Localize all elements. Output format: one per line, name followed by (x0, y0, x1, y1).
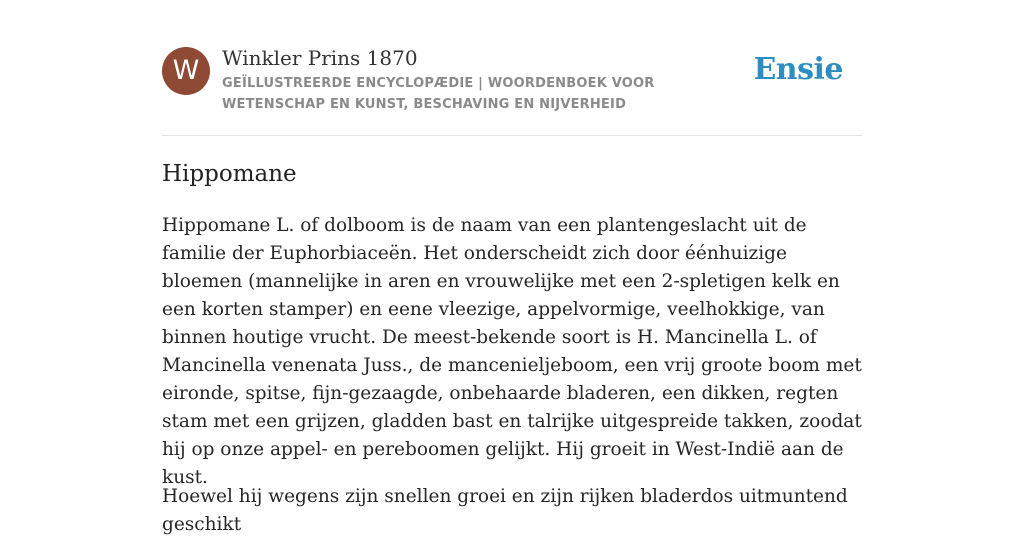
article-title: Hippomane (162, 161, 297, 187)
article-paragraph: Hoewel hij wegens zijn snellen groei en zijn rijken bladerdos uitmuntend geschikt (162, 486, 848, 535)
page-container (162, 0, 862, 535)
ensie-logo[interactable]: Ensie (753, 52, 843, 87)
source-subtitle: GEÏLLUSTREERDE ENCYCLOPÆDIE | WOORDENBOEK VOOR WETENSCHAP EN KUNST, BESCHAVING EN NIJVERHEID (222, 76, 655, 112)
article-paragraph: Hippomane L. of dolboom is de naam van een plantengeslacht uit de familie der Euphorbiaceën. Het onderscheidt zich door éénhuizige bloemen (mannelijke in aren en vrouwelijke met een 2-spletigen kelk en een korten stamper) en eene vleezige, appelvormige, veelhokkige, van binnen houtige vrucht. De meest-bekende soort is H. Mancinella L. of Mancinella venenata Juss., de mancenieljeboom, een vrij groote boom met eironde, spitse, fijn-gezaagde, onbehaarde bladeren, een dikken, regten stam met een grijzen, gladden bast en talrijke uitgespreide takken, zoodat hij op onze appel- en pereboomen gelijkt. Hij groeit in West-Indië aan de kust. (162, 215, 862, 488)
source-title-link[interactable]: Winkler Prins 1870 (222, 46, 418, 70)
source-header (162, 0, 862, 136)
source-avatar[interactable]: W (162, 47, 210, 95)
